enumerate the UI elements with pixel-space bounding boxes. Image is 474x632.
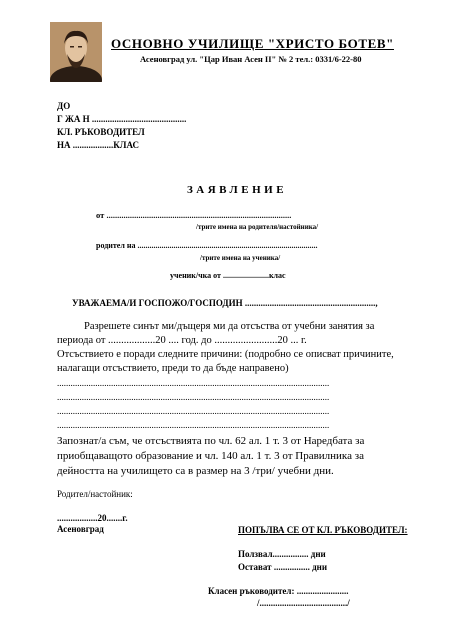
from-sublabel: /трите имена на родителя/настойника/ (196, 223, 319, 231)
recipient-class[interactable]: НА ..................КЛАС (57, 140, 140, 150)
document-title: ЗАЯВЛЕНИЕ (186, 184, 288, 196)
reason-line-1[interactable]: ......................................................................................................................... (57, 378, 330, 388)
portrait-image (50, 22, 102, 82)
parent-of-sublabel: /трите имена на ученика/ (200, 254, 281, 262)
class-teacher-signature[interactable]: /......................................./ (257, 598, 350, 608)
school-address: Асеновград ул. "Цар Иван Асен II" № 2 тел.: 0331/6-22-80 (140, 54, 362, 64)
days-used[interactable]: Ползвал................ дни (238, 549, 326, 559)
reason-line-2[interactable]: ......................................................................................................................... (57, 392, 330, 402)
parent-of-field[interactable]: родител на .......................................................................................... (96, 241, 318, 250)
signature-date[interactable]: ..................20.......г. (57, 513, 128, 523)
class-teacher-field[interactable]: Класен ръководител: ....................... (208, 586, 349, 596)
recipient-role: КЛ. РЪКОВОДИТЕЛ (57, 127, 145, 137)
body-line-2[interactable]: периода от ..................20 .... год. до ........................20 ... г. (57, 335, 307, 346)
from-field[interactable]: от ....................................................................................... (96, 210, 292, 220)
portrait-figure (50, 22, 102, 82)
body-line-5: Запознат/а съм, че отсъствията по чл. 62 ал. 1 т. 3 от Наредбата за (57, 435, 365, 447)
body-line-4: налагащи отсъствието, преди то да бъде направено) (57, 363, 289, 374)
recipient-name[interactable]: Г ЖА Н .......................................... (57, 114, 187, 124)
body-line-7: дейността на училището са в размер на 3 /три/ учебни дни. (57, 465, 334, 477)
student-class-field[interactable]: ученик/чка от .......................клас (170, 271, 286, 280)
teacher-block-heading: ПОПЪЛВА СЕ ОТ КЛ. РЪКОВОДИТЕЛ: (238, 525, 408, 535)
reason-line-4[interactable]: ......................................................................................................................... (57, 420, 330, 430)
signature-label: Родител/настойник: (57, 489, 133, 499)
recipient-to: ДО (57, 101, 71, 111)
signature-city: Асеновград (57, 524, 104, 534)
school-name: ОСНОВНО УЧИЛИЩЕ "ХРИСТО БОТЕВ" (111, 36, 394, 51)
reason-line-3[interactable]: ......................................................................................................................... (57, 406, 330, 416)
body-line-3: Отсъствието е поради следните причини: (подробно се описват причините, (57, 349, 394, 360)
days-remaining[interactable]: Остават ................ дни (238, 562, 327, 572)
salutation: УВАЖАЕМА/И ГОСПОЖО/ГОСПОДИН .........................................................., (72, 298, 378, 308)
body-line-6: приобщаващото образование и чл. 140 ал. 1 т. 3 от Правилника за (57, 450, 364, 462)
body-line-1: Разрешете синът ми/дъщеря ми да отсъства от учебни занятия за (84, 321, 375, 332)
